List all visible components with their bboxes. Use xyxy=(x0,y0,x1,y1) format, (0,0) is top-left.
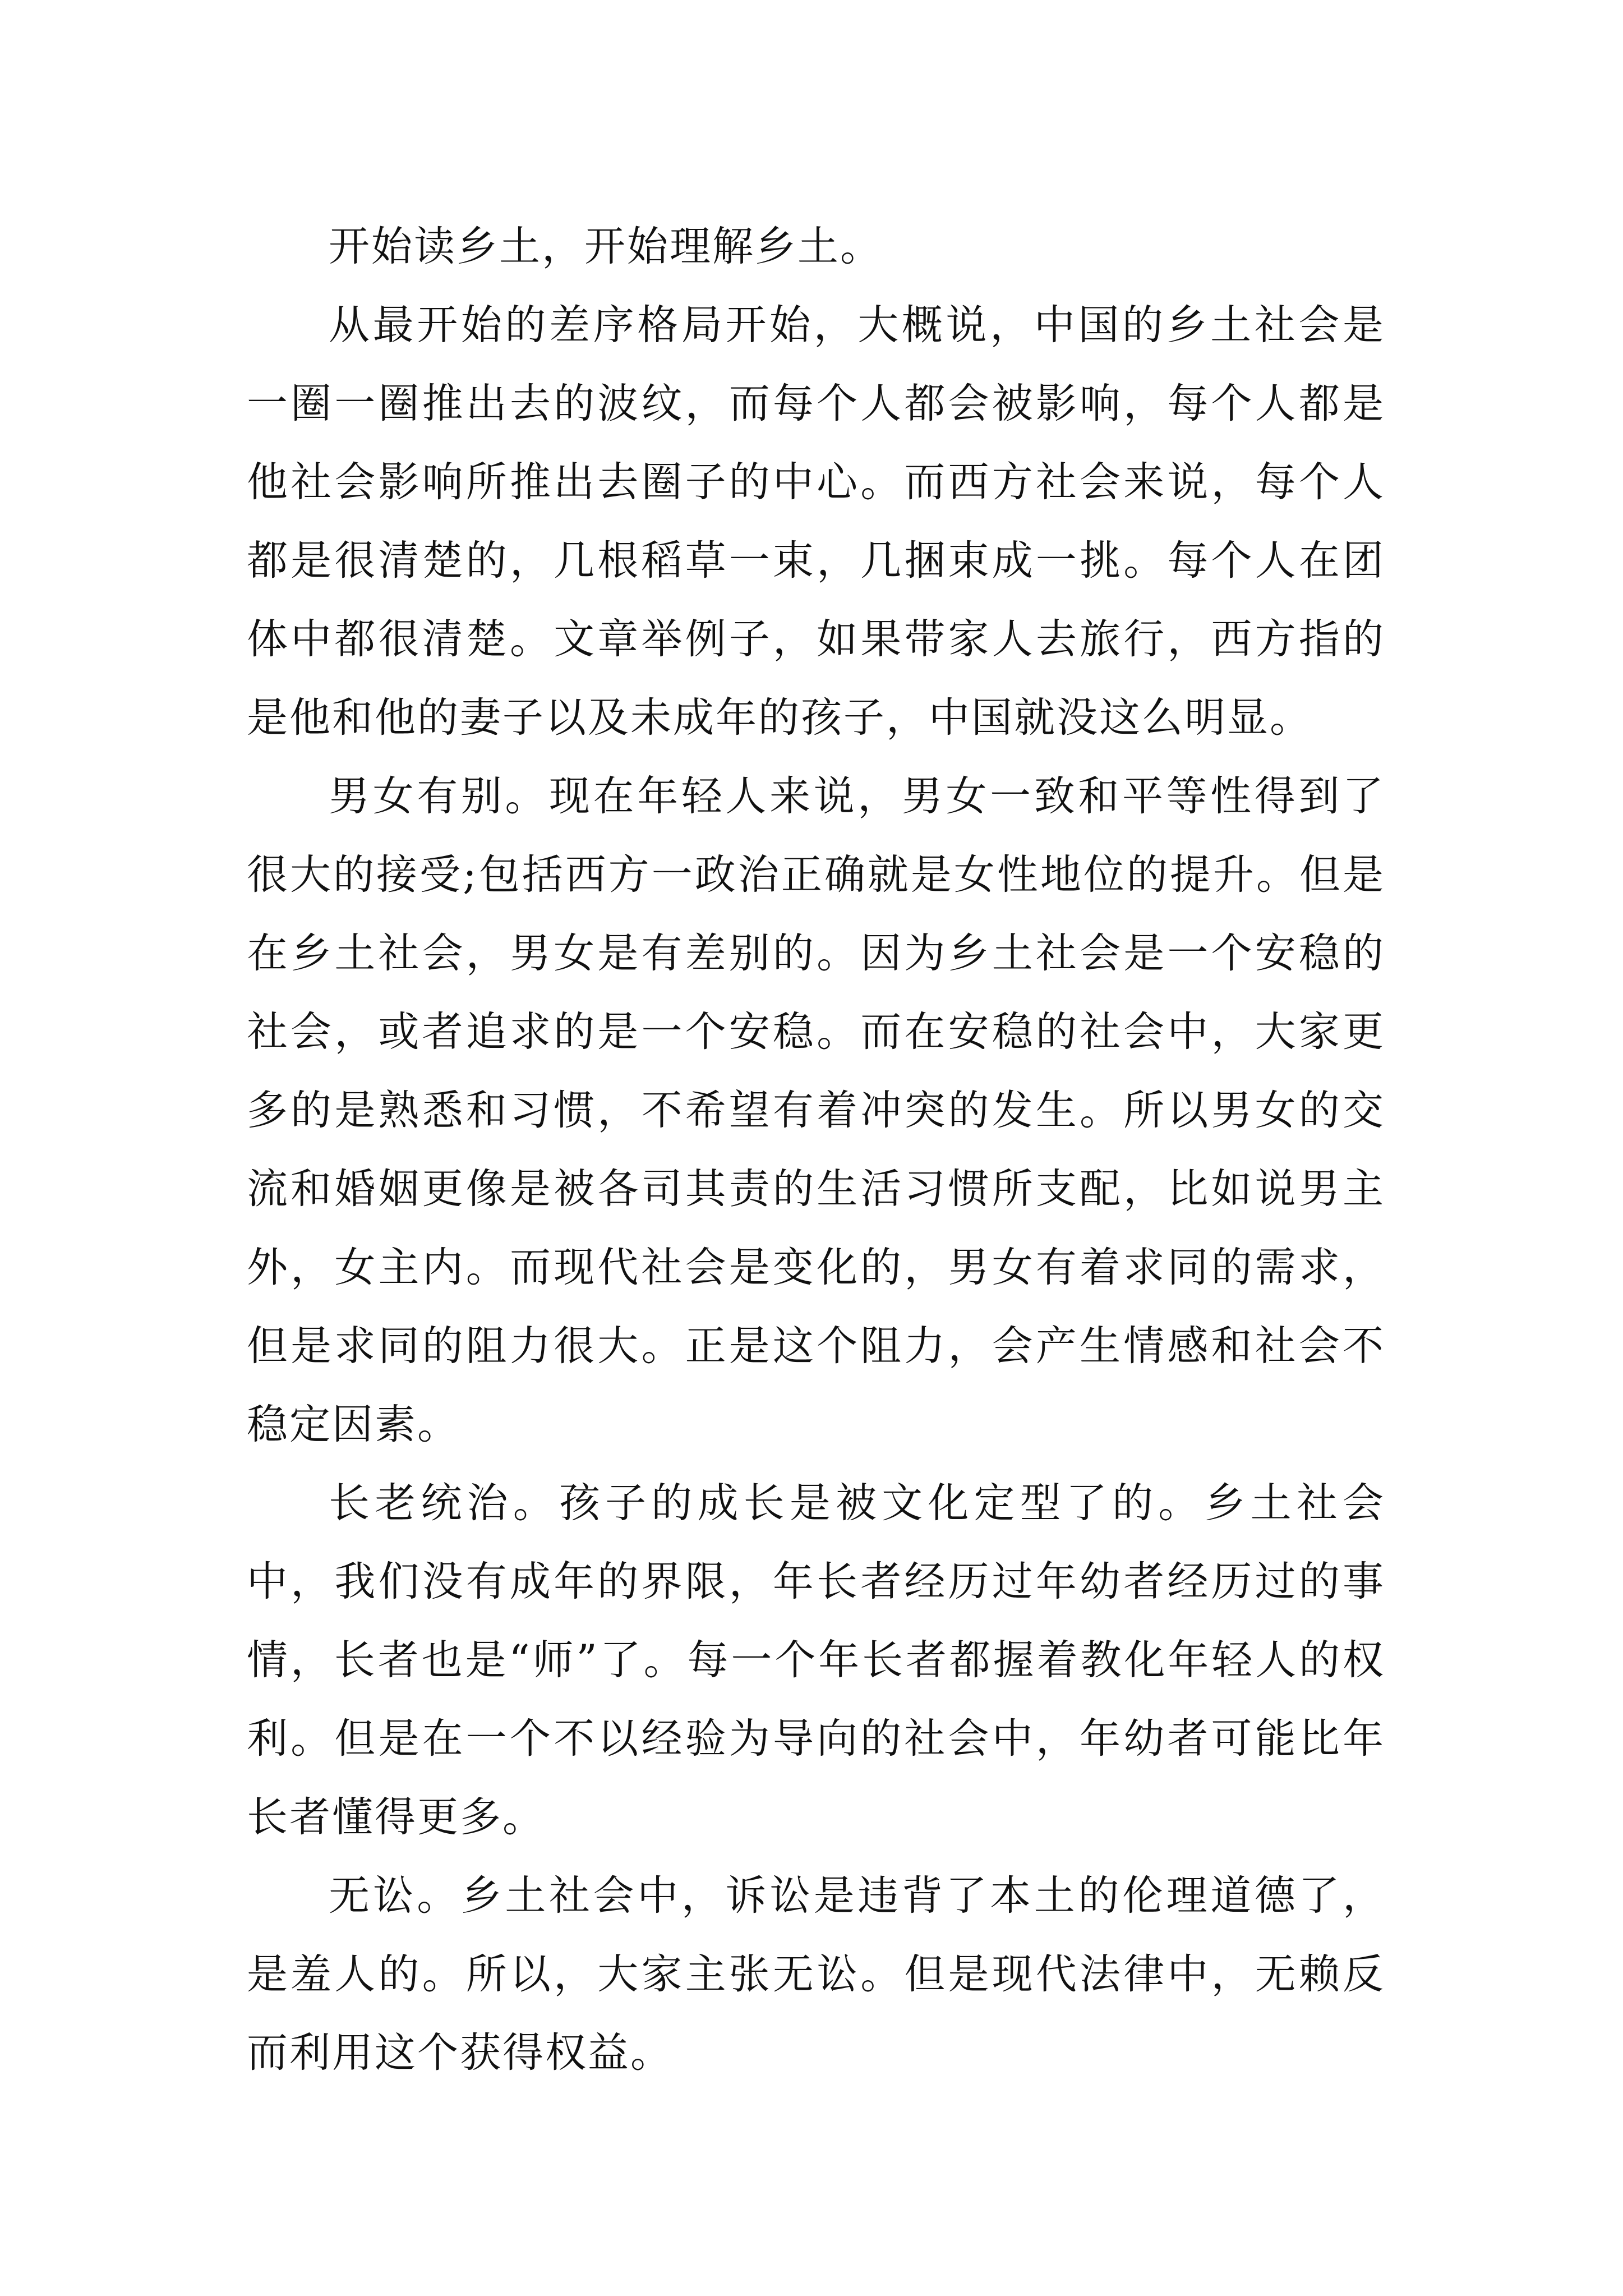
paragraph-wusong: 无讼。乡土社会中，诉讼是违背了本土的伦理道德了，是羞人的。所以，大家主张无讼。但是现代法律中，无赖反而利用这个获得权益。 xyxy=(247,1872,1385,2077)
paragraph-intro: 开始读乡土，开始理解乡土。 xyxy=(329,223,883,270)
document-body xyxy=(247,208,1385,2092)
paragraph-chaxugeju: 从最开始的差序格局开始，大概说，中国的乡土社会是一圈一圈推出去的波纹，而每个人都会被影响，每个人都是他社会影响所推出去圈子的中心。而西方社会来说，每个人都是很清楚的，几根稻草一束，几捆束成一挑。每个人在团体中都很清楚。文章举例子，如果带家人去旅行，西方指的是他和他的妻子以及未成年的孩子，中国就没这么明显。 xyxy=(247,301,1385,742)
paragraph-nannvyoubie: 男女有别。现在年轻人来说，男女一致和平等性得到了很大的接受;包括西方一政治正确就是女性地位的提升。但是在乡土社会，男女是有差别的。因为乡土社会是一个安稳的社会，或者追求的是一个安稳。而在安稳的社会中，大家更多的是熟悉和习惯，不希望有着冲突的发生。所以男女的交流和婚姻更像是被各司其责的生活习惯所支配，比如说男主外，女主内。而现代社会是变化的，男女有着求同的需求，但是求同的阻力很大。正是这个阻力，会产生情感和社会不稳定因素。 xyxy=(247,772,1385,1448)
paragraph-zhanglaotongzhi: 长老统治。孩子的成长是被文化定型了的。乡土社会中，我们没有成年的界限，年长者经历过年幼者经历过的事情，长者也是“师”了。每一个年长者都握着教化年轻人的权利。但是在一个不以经验为导向的社会中，年幼者可能比年长者懂得更多。 xyxy=(247,1479,1385,1841)
